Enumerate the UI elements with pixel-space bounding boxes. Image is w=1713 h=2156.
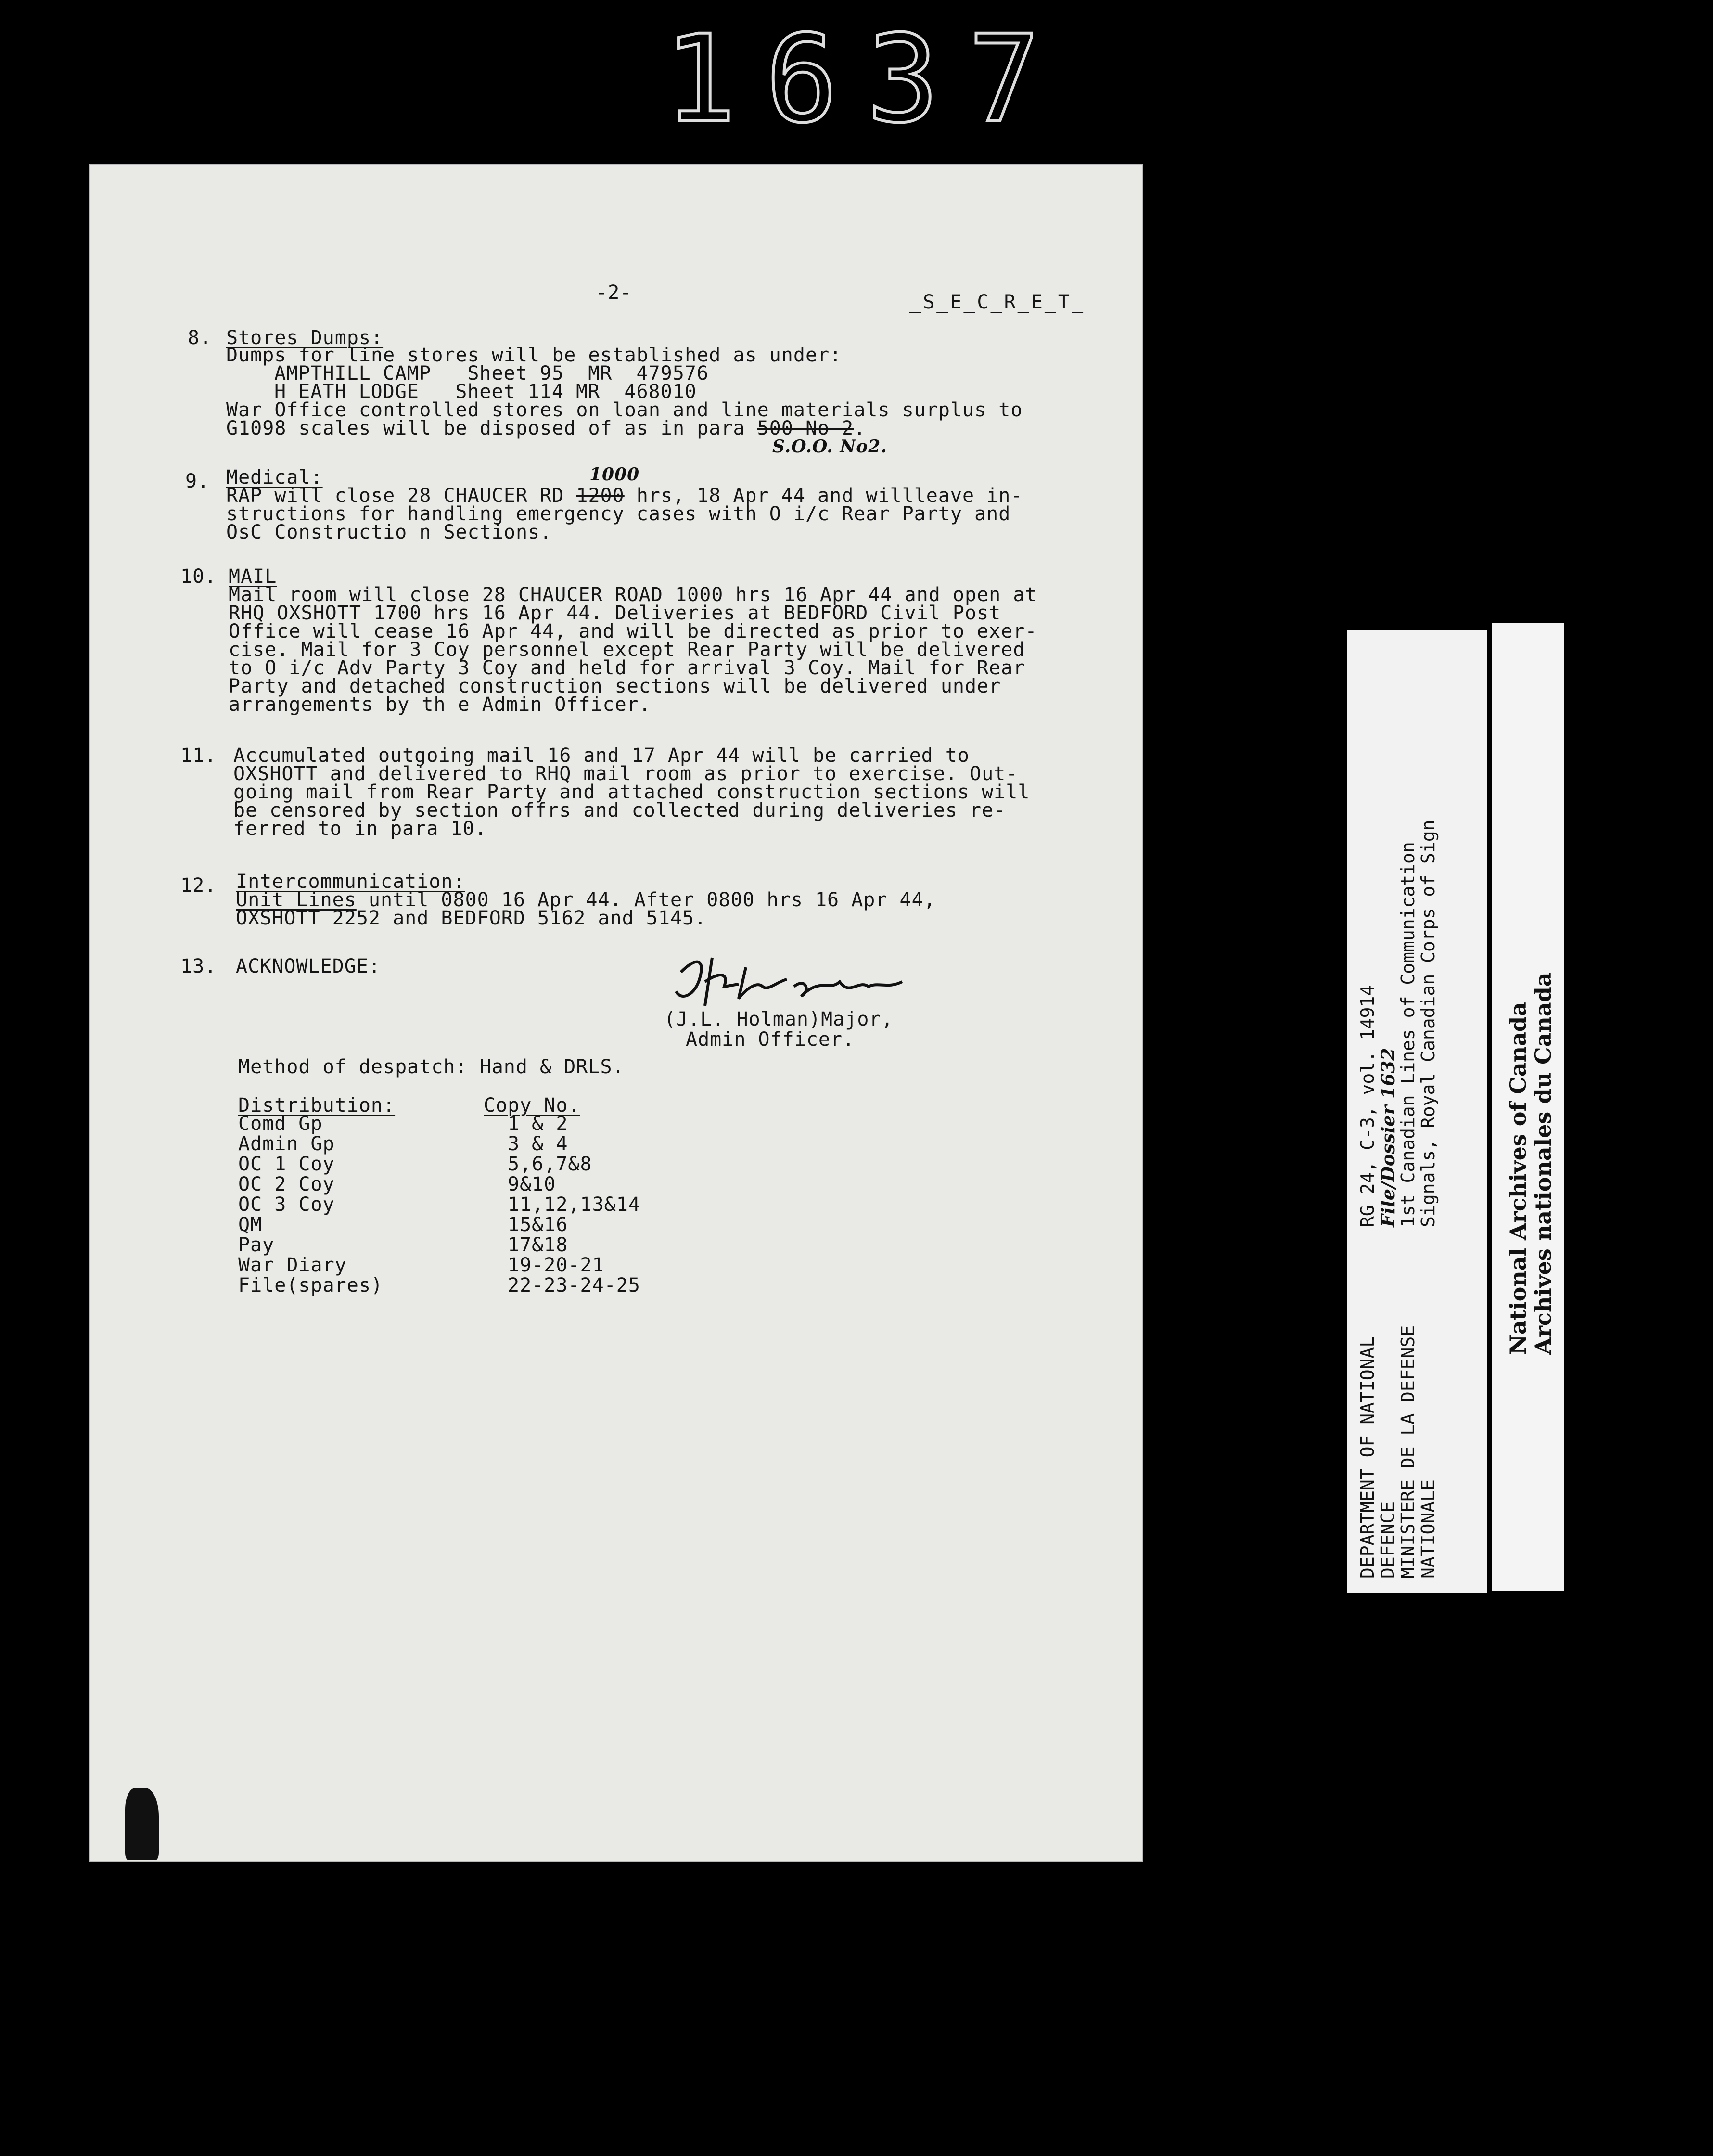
para-13-number: 13. bbox=[180, 955, 217, 977]
handwritten-time: 1000 bbox=[589, 464, 640, 485]
para-12-number: 12. bbox=[180, 874, 217, 897]
distribution-copy: 9&10 bbox=[508, 1173, 556, 1195]
distribution-unit: OC 1 Coy bbox=[238, 1153, 335, 1175]
para-12-line: Unit Lines until 0800 16 Apr 44. After 0800 hrs 16 Apr 44, bbox=[236, 889, 936, 911]
para-9-line: RAP will close 28 CHAUCER RD 1200 hrs, 18 Apr 44 and willleave in- bbox=[226, 485, 1023, 507]
distribution-copy: 11,12,13&14 bbox=[508, 1194, 640, 1216]
para-8-line: G1098 scales will be disposed of as in para 500 No 2. bbox=[226, 417, 866, 439]
distribution-unit: Admin Gp bbox=[238, 1133, 335, 1155]
signatory-title: Admin Officer. bbox=[686, 1028, 855, 1051]
despatch-method: Method of despatch: Hand & DRLS. bbox=[238, 1056, 625, 1078]
para-10-line: to O i/c Adv Party 3 Coy and held for arrival 3 Coy. Mail for Rear bbox=[229, 657, 1025, 679]
distribution-copy: 3 & 4 bbox=[508, 1133, 568, 1155]
handwritten-correction: S.O.O. No2. bbox=[772, 436, 887, 457]
document-page bbox=[89, 164, 1143, 1862]
para-10-line: cise. Mail for 3 Coy personnel except Rear Party will be delivered bbox=[229, 639, 1025, 661]
handwritten-signature bbox=[666, 953, 926, 1011]
para-10-heading: MAIL bbox=[229, 565, 277, 588]
archives-name-en: National Archives of Canada bbox=[1505, 1002, 1531, 1355]
para-10-line: arrangements by th e Admin Officer. bbox=[229, 693, 651, 716]
distribution-copy: 5,6,7&8 bbox=[508, 1153, 592, 1175]
para-11-line: going mail from Rear Party and attached construction sections will bbox=[233, 781, 1030, 803]
para-8-line: Dumps for line stores will be established as under: bbox=[226, 344, 842, 366]
distribution-unit: Pay bbox=[238, 1234, 275, 1256]
national-archives-label bbox=[1492, 623, 1564, 1591]
para-9-number: 9. bbox=[185, 470, 210, 492]
department-line: DEFENCE bbox=[1377, 1501, 1398, 1578]
distribution-header: Distribution: bbox=[238, 1094, 396, 1116]
para-11-line: ferred to in para 10. bbox=[233, 818, 487, 840]
para-11-number: 11. bbox=[180, 744, 217, 767]
para-10-line: Mail room will close 28 CHAUCER ROAD 1000 hrs 16 Apr 44 and open at bbox=[229, 584, 1037, 606]
department-line: DEPARTMENT OF NATIONAL bbox=[1357, 1336, 1378, 1578]
archives-name-fr: Archives nationales du Canada bbox=[1530, 972, 1556, 1355]
para-10-number: 10. bbox=[180, 565, 217, 588]
distribution-copy: 15&16 bbox=[508, 1214, 568, 1236]
para-11-line: OXSHOTT and delivered to RHQ mail room as prior to exercise. Out- bbox=[233, 763, 1018, 785]
microfilm-frame-number: 1637 bbox=[664, 9, 1070, 149]
para-10-line: Party and detached construction sections will be delivered under bbox=[229, 675, 1001, 697]
file-reference: File/Dossier 1632 bbox=[1377, 1048, 1399, 1227]
para-11-line: be censored by section offrs and collected during deliveries re- bbox=[233, 799, 1006, 821]
para-8-line: War Office controlled stores on loan and line materials surplus to bbox=[226, 399, 1023, 421]
unit-description: Signals, Royal Canadian Corps of Sign bbox=[1418, 820, 1439, 1227]
para-8-heading: Stores Dumps: bbox=[226, 327, 384, 349]
department-line: MINISTERE DE LA DEFENSE bbox=[1397, 1325, 1419, 1578]
para-8-line: H EATH LODGE Sheet 114 MR 468010 bbox=[274, 381, 697, 403]
record-group-reference: RG 24, C-3, vol. 14914 bbox=[1357, 985, 1378, 1227]
para-12-heading: Intercommunication: bbox=[236, 871, 465, 893]
para-9-heading: Medical: bbox=[226, 466, 323, 488]
para-12-line: OXSHOTT 2252 and BEDFORD 5162 and 5145. bbox=[236, 907, 707, 929]
distribution-unit: OC 2 Coy bbox=[238, 1173, 335, 1195]
archive-reference-label bbox=[1347, 630, 1487, 1593]
copy-no-header: Copy No. bbox=[484, 1094, 580, 1116]
para-9-line: OsC Constructio n Sections. bbox=[226, 521, 552, 543]
para-10-line: RHQ OXSHOTT 1700 hrs 16 Apr 44. Deliveries at BEDFORD Civil Post bbox=[229, 602, 1001, 624]
acknowledge-text: ACKNOWLEDGE: bbox=[236, 955, 381, 977]
signatory-name: (J.L. Holman)Major, bbox=[664, 1008, 894, 1030]
distribution-unit: War Diary bbox=[238, 1254, 347, 1276]
unit-description: 1st Canadian Lines of Communication bbox=[1397, 842, 1419, 1227]
distribution-unit: Comd Gp bbox=[238, 1113, 323, 1135]
struck-reference: 500 No 2 bbox=[757, 417, 854, 439]
distribution-unit: QM bbox=[238, 1214, 263, 1236]
distribution-copy: 19-20-21 bbox=[508, 1254, 604, 1276]
distribution-copy: 22-23-24-25 bbox=[508, 1274, 640, 1296]
para-8-number: 8. bbox=[188, 327, 212, 349]
para-9-line: structions for handling emergency cases with O i/c Rear Party and bbox=[226, 503, 1011, 525]
ink-blot bbox=[125, 1788, 159, 1860]
struck-time: 1200 bbox=[576, 485, 625, 507]
para-10-line: Office will cease 16 Apr 44, and will be directed as prior to exer- bbox=[229, 620, 1037, 642]
distribution-copy: 17&18 bbox=[508, 1234, 568, 1256]
page-number: -2- bbox=[596, 282, 632, 304]
distribution-unit: File(spares) bbox=[238, 1274, 383, 1296]
distribution-unit: OC 3 Coy bbox=[238, 1194, 335, 1216]
department-line: NATIONALE bbox=[1418, 1479, 1439, 1578]
classification-marking: _S_E_C_R_E_T_ bbox=[909, 291, 1086, 313]
distribution-copy: 1 & 2 bbox=[508, 1113, 568, 1135]
para-11-line: Accumulated outgoing mail 16 and 17 Apr 44 will be carried to bbox=[233, 744, 970, 767]
para-8-line: AMPTHILL CAMP Sheet 95 MR 479576 bbox=[274, 362, 709, 385]
